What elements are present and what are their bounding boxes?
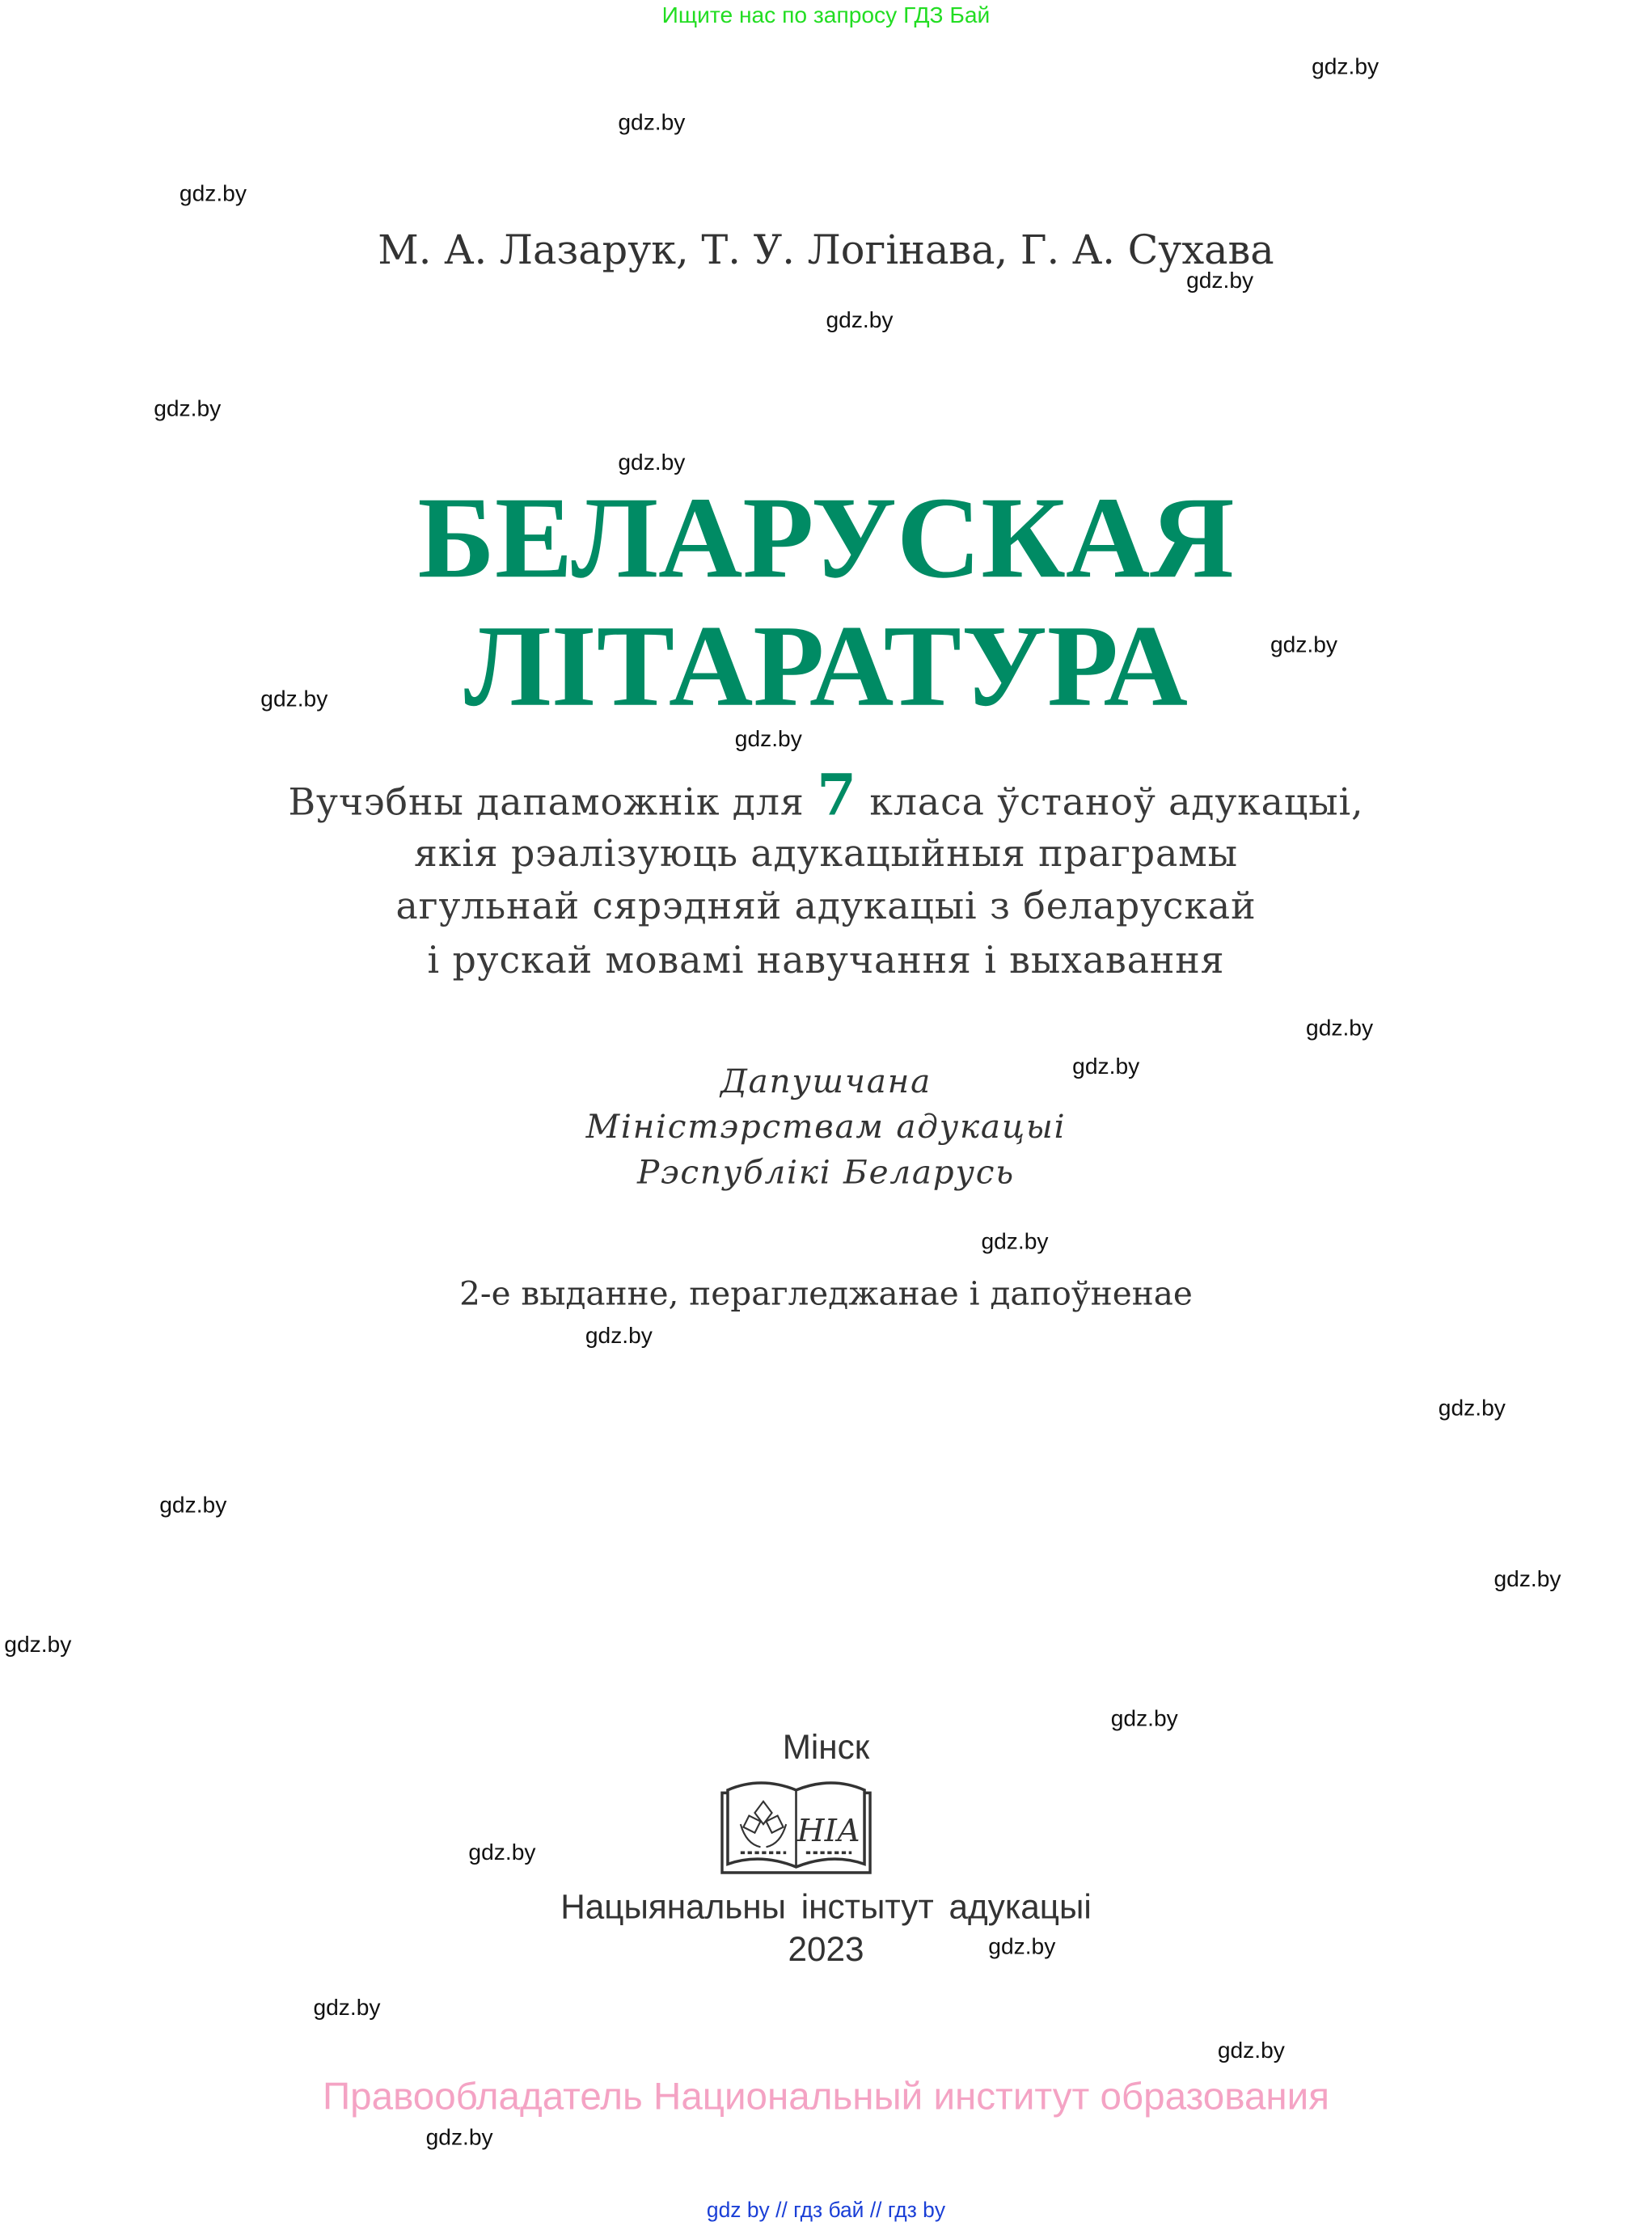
watermark: gdz.by bbox=[159, 1493, 227, 1518]
city: Мінск bbox=[782, 1729, 870, 1768]
search-banner: Ищите нас по запросу ГДЗ Бай bbox=[661, 4, 991, 29]
watermark: gdz.by bbox=[313, 1996, 381, 2021]
footer-separator: // bbox=[869, 2199, 882, 2224]
approval-line-3: Рэспублікі Беларусь bbox=[636, 1155, 1015, 1193]
edition: 2-е выданне, перагледжанае і дапоўненае bbox=[459, 1276, 1193, 1313]
watermark: gdz.by bbox=[468, 1841, 536, 1866]
subtitle-line-3: агульнай сярэдняй адукацыі з беларускай bbox=[395, 885, 1257, 929]
grade-number: 7 bbox=[817, 762, 857, 830]
watermark: gdz.by bbox=[988, 1935, 1056, 1960]
footer-link-gdz-by[interactable]: gdz by bbox=[706, 2199, 770, 2224]
watermark: gdz.by bbox=[179, 182, 247, 207]
subtitle-line-2: якія рэалізуюць адукацыйныя праграмы bbox=[413, 833, 1238, 876]
watermark: gdz.by bbox=[1217, 2039, 1285, 2063]
watermark: gdz.by bbox=[1186, 268, 1254, 294]
publisher-name: Нацыянальны інстытут адукацыі bbox=[560, 1888, 1092, 1927]
watermark: gdz.by bbox=[585, 1324, 653, 1349]
footer-link-gdz-bai[interactable]: гдз бай bbox=[793, 2199, 864, 2224]
publisher-logo-book-icon bbox=[720, 1779, 872, 1878]
watermark: gdz.by bbox=[826, 309, 894, 334]
logo-lettering: НІА bbox=[796, 1813, 861, 1850]
authors: М. А. Лазарук, Т. У. Логінава, Г. А. Сухава bbox=[378, 226, 1274, 274]
watermark: gdz.by bbox=[618, 451, 686, 476]
footer-link-gdz-by-2[interactable]: гдз by bbox=[887, 2199, 946, 2224]
subtitle-line-4: і рускай мовамі навучання і выхавання bbox=[427, 940, 1225, 983]
subtitle-text: Вучэбны дапаможнік для bbox=[288, 781, 818, 825]
watermark: gdz.by bbox=[260, 687, 328, 712]
watermark: gdz.by bbox=[1438, 1396, 1506, 1421]
watermark: gdz.by bbox=[1306, 1016, 1374, 1041]
title-line-1: БЕЛАРУСКАЯ bbox=[417, 472, 1235, 602]
watermark: gdz.by bbox=[618, 111, 686, 136]
watermark: gdz.by bbox=[1072, 1055, 1140, 1079]
watermark: gdz.by bbox=[1494, 1568, 1561, 1593]
watermark: gdz.by bbox=[425, 2126, 493, 2151]
footer-links bbox=[0, 2198, 1652, 2226]
approval-line-1: Дапушчана bbox=[720, 1063, 932, 1101]
watermark: gdz.by bbox=[4, 1633, 72, 1658]
copyright-notice: Правообладатель Национальный институт образования bbox=[322, 2075, 1329, 2118]
watermark: gdz.by bbox=[1270, 633, 1338, 658]
footer-separator: // bbox=[775, 2199, 788, 2224]
watermark: gdz.by bbox=[1312, 55, 1379, 80]
subtitle-text: класа ўстаноў адукацыі, bbox=[856, 781, 1364, 825]
title-line-2: ЛІТАРАТУРА bbox=[464, 601, 1188, 731]
subtitle-line-1 bbox=[0, 762, 1652, 830]
approval-line-2: Міністэрствам адукацыі bbox=[585, 1109, 1067, 1147]
watermark: gdz.by bbox=[154, 397, 222, 422]
watermark: gdz.by bbox=[981, 1230, 1049, 1255]
watermark: gdz.by bbox=[734, 727, 802, 752]
year: 2023 bbox=[788, 1931, 864, 1970]
watermark: gdz.by bbox=[1110, 1707, 1178, 1732]
